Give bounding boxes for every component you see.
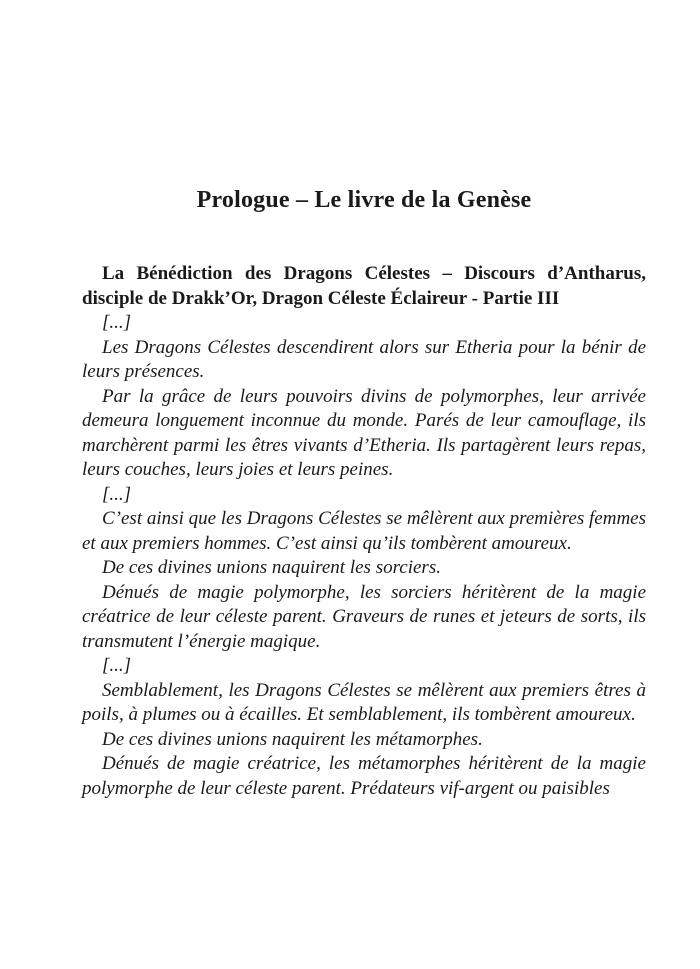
chapter-subtitle: La Bénédiction des Dragons Célestes – Discours d’Antharus, disciple de Drakk’Or, Dragon Céleste Éclaireur - Partie III <box>82 263 646 309</box>
paragraph: De ces divines unions naquirent les métamorphes. <box>102 728 483 750</box>
chapter-title: Prologue – Le livre de la Genèse <box>196 187 532 213</box>
paragraph: Dénués de magie créatrice, les métamorphes héritèrent de la magie polymorphe de leur céleste parent. Prédateurs vif-argent ou paisibles <box>82 753 646 799</box>
page-body <box>82 184 646 801</box>
paragraph: Dénués de magie polymorphe, les sorciers héritèrent de la magie créatrice de leur céleste parent. Graveurs de runes et jeteurs de sorts, ils transmutent l’énergie magique. <box>82 581 646 652</box>
paragraph: Les Dragons Célestes descendirent alors sur Etheria pour la bénir de leurs présences. <box>82 336 646 382</box>
paragraph: [...] <box>102 655 132 676</box>
paragraph: De ces divines unions naquirent les sorciers. <box>102 557 441 578</box>
paragraph: Semblablement, les Dragons Célestes se mêlèrent aux premiers êtres à poils, à plumes ou à écailles. Et semblablement, ils tombèrent amoureux. <box>82 679 646 725</box>
paragraph: C’est ainsi que les Dragons Célestes se mêlèrent aux premières femmes et aux premiers hommes. C’est ainsi qu’ils tombèrent amoureux. <box>82 508 646 554</box>
paragraph: Par la grâce de leurs pouvoirs divins de polymorphes, leur arrivée demeura longuement inconnue du monde. Parés de leur camouflage, ils marchèrent parmi les êtres vivants d’Etheria. Ils partagèrent leurs repas, leurs couches, leurs joies et leurs peines. <box>82 385 646 480</box>
paragraph: [...] <box>102 483 132 505</box>
paragraph: [...] <box>102 312 132 333</box>
